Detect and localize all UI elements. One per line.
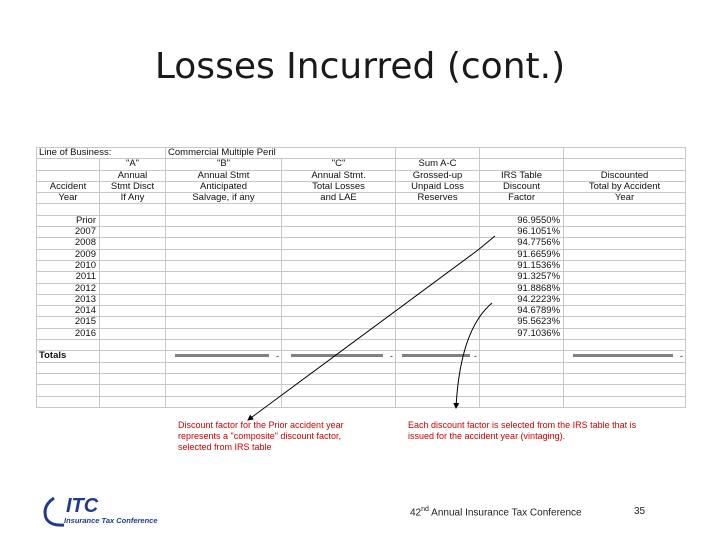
page-number: 35: [634, 506, 646, 517]
note-line: represents a "composite" discount factor,: [178, 431, 341, 441]
footer-num: 42: [410, 507, 422, 519]
header-cell: Discounted: [564, 170, 686, 181]
discount-factor-cell: 91.6659%: [480, 249, 564, 260]
header-cell: and LAE: [282, 193, 396, 204]
discount-factor-cell: 91.1536%: [480, 260, 564, 271]
arrow-prior-factor: [248, 236, 495, 420]
note-vintaging: [408, 420, 636, 442]
logo-subtitle: Insurance Tax Conference: [64, 516, 158, 525]
discount-factor-cell: 95.5623%: [480, 317, 564, 328]
line-of-business-value: Commercial Multiple Peril: [166, 148, 396, 159]
header-cell: Factor: [480, 193, 564, 204]
discount-factor-cell: 94.2223%: [480, 294, 564, 305]
logo-wordmark: ITC: [66, 495, 99, 517]
accident-year-cell: 2015: [37, 317, 100, 328]
header-cell: Annual Stmt: [166, 170, 282, 181]
header-cell: If Any: [100, 193, 166, 204]
header-cell: "B": [166, 159, 282, 170]
note-line: issued for the accident year (vintaging).: [408, 431, 566, 441]
totals-dash: -: [390, 351, 394, 362]
note-line: Each discount factor is selected from the IRS table that is: [408, 420, 637, 430]
accident-year-cell: 2011: [37, 272, 100, 283]
accident-year-cell: 2009: [37, 249, 100, 260]
header-cell: Year: [564, 193, 686, 204]
header-cell: Anticipated: [166, 181, 282, 192]
header-cell: Grossed-up: [396, 170, 480, 181]
slide-title: Losses Incurred (cont.): [154, 46, 566, 87]
header-cell: Sum A-C: [396, 159, 480, 170]
accident-year-cell: 2014: [37, 306, 100, 317]
accident-year-cell: 2016: [37, 328, 100, 339]
discount-factor-cell: 97.1036%: [480, 328, 564, 339]
header-cell: Accident: [37, 181, 100, 192]
header-cell: Total Losses: [282, 181, 396, 192]
accident-year-cell: 2012: [37, 283, 100, 294]
header-cell: Unpaid Loss: [396, 181, 480, 192]
itc-logo: [40, 492, 170, 528]
totals-dash: -: [680, 351, 684, 362]
note-line: Discount factor for the Prior accident year: [178, 420, 344, 430]
header-cell: "C": [282, 159, 396, 170]
header-cell: Salvage, if any: [166, 193, 282, 204]
discount-factor-cell: 91.8868%: [480, 283, 564, 294]
footer-conference: [410, 506, 582, 518]
accident-year-cell: 2007: [37, 227, 100, 238]
accident-year-cell: 2013: [37, 294, 100, 305]
discount-factor-cell: 91.3257%: [480, 272, 564, 283]
logo-swoosh: [45, 498, 64, 525]
header-cell: Annual: [100, 170, 166, 181]
header-cell: Reserves: [396, 193, 480, 204]
discount-factor-cell: 96.9550%: [480, 215, 564, 226]
header-cell: Annual Stmt.: [282, 170, 396, 181]
header-cell: "A": [100, 159, 166, 170]
note-prior-composite: [178, 420, 344, 453]
note-line: selected from IRS table: [178, 442, 272, 452]
discount-factor-cell: 94.6789%: [480, 306, 564, 317]
accident-year-cell: 2008: [37, 238, 100, 249]
header-cell: Total by Accident: [564, 181, 686, 192]
header-cell: Discount: [480, 181, 564, 192]
arrow-vintaging: [456, 303, 492, 408]
footer-sup: nd: [421, 506, 429, 513]
discount-factor-cell: 94.7756%: [480, 238, 564, 249]
footer-rest: Annual Insurance Tax Conference: [428, 507, 582, 519]
totals-dash: -: [276, 351, 280, 362]
line-of-business-label: Line of Business:: [37, 148, 166, 159]
header-cell: IRS Table: [480, 170, 564, 181]
discount-factor-cell: 96.1051%: [480, 227, 564, 238]
totals-label: Totals: [37, 351, 100, 362]
header-cell: Stmt Disct: [100, 181, 166, 192]
header-cell: Year: [37, 193, 100, 204]
accident-year-cell: 2010: [37, 260, 100, 271]
totals-dash: -: [474, 351, 478, 362]
accident-year-cell: Prior: [37, 215, 100, 226]
